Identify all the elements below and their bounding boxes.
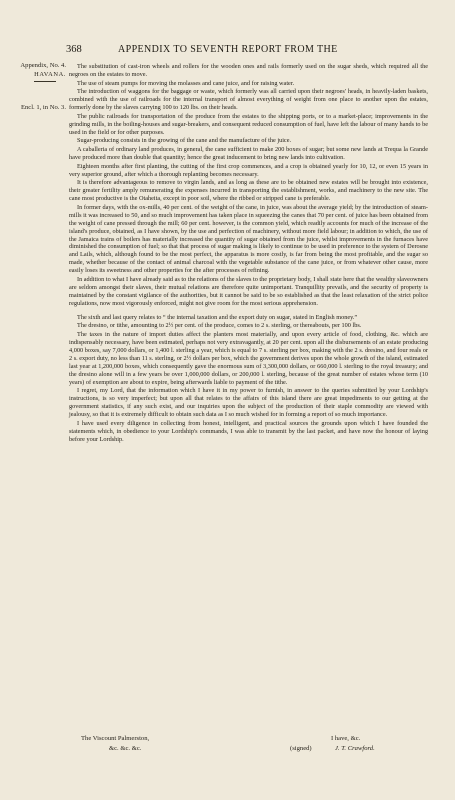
addressee: The Viscount Palmerston, (81, 735, 150, 742)
paragraph: I have used every diligence in collecting from honest, intelligent, and practical sources the grounds upon which I have founded the statements which, in obedience to your Lordship's commands, I was able to transmit by the last packet, and have now the honour of laying before your Lordship. (69, 419, 428, 443)
paragraph: In addition to what I have already said as to the relations of the slaves to the proprietary body, I shall state here that the wealthy slaveowners are seldom amongst their slaves, their mutual relations are therefore quite unimportant. Tranquillity prevails, and the security of property is maintained by the constant vigilance of the authorities, but it cannot be said to be so established as that the least relaxation of the strict police regulations, now most vigorously enforced, might not give room for the most serious apprehension. (69, 275, 428, 307)
page-number: 368 (66, 44, 82, 55)
margin-enclosure: Encl. 1, in No. 3. (20, 103, 66, 111)
paragraph: Sugar-producing consists in the growing of the cane and the manufacture of the juice. (77, 137, 292, 145)
paragraph: The public railroads for transportation of the produce from the estates to the shipping ports, or to a market-place; improvements in the grinding mills, in the boiling-houses and sugar-breakers, and consequent reduced consumption of fuel, have left the labour of many hands to be used in the field or for other purposes. (69, 112, 428, 136)
signature: J. T. Crawford. (335, 745, 375, 752)
addressee-etc: &c. &c. &c. (109, 745, 142, 752)
paragraph: The taxes in the nature of import duties affect the planters most materially, and upon every article of food, clothing, &c. which are indispensably necessary, have been estimated, perhaps not very extravagantly, at 20 per cent. upon all the disbursements of an estate producing 4,000 boxes, say 7,000 dollars, or 1,400 l. sterling a year, which is equal to 7 s. sterling per box, making with the 2 s. dresino, and four reals or 2 s. export duty, no less than 11 s. sterling, or 2½ dollars per box, which the government derives upon the whole growth of the island, estimated last year at 1,200,000 boxes, which consequently gave the enormous sum of 3,300,000 dollars, or 660,000 l. sterling to the royal treasury; and the dresino alone will in a few years be over 1,000,000 dollars, or 200,000 l. sterling, because of the great number of estates whose term (10 years) of exemption are about to expire, being afterwards liable to payment of the tithe. (69, 331, 428, 386)
margin-appendix: Appendix, No. 4. (20, 62, 66, 69)
paragraph: The sixth and last query relates to “ the internal taxation and the export duty on sugar, stated in English money.” (77, 313, 358, 321)
margin-place: HAVANA. (34, 71, 66, 79)
paragraph: In former days, with the ox-mills, 40 per cent. of the weight of the cane, in juice, was about the average yield; by the introduction of steam-mills it was increased to 50, and so much improvement has taken place in squeezing the canes that 70 per cent. of juice has been obtained from the weight of cane pressed through the mill; 60 per cent. however, is the common yield, which readily accounts for much of the increase of the island's produce, obtained, as I have shown, by the use and perfection of machinery, without more field labour; in addition to which, the use of the Jamaica trains of boilers has materially increased the quantity of sugar obtained from the juice, whilst improvements in the furnaces have diminished the consumption of fuel; so that that process of sugar making is likely to continue to be used in preference to the system of Derosne and Lails, which, although found to be the most perfect, the apparatus is more costly, is far from being the most profitable, and the sugar so made, whether because of the contact of animal charcoal with the vegetable substance of the cane juice, or from whatever other cause, more easily loses its sweetness and other properties for the after processes of refining. (69, 203, 428, 275)
paragraph: The introduction of waggons for the baggage or waste, which formerly was all carried upon their negroes' heads, in heavily-laden baskets, combined with the use of railroads for the internal transport of almost everything of weight from one place to another upon the estates, formerly done by the slaves carrying 100 to 120 lbs. on their heads. (69, 88, 428, 112)
paragraph: A caballeria of ordinary land produces, in general, the cane sufficient to make 200 boxes of sugar; but some new lands at Trequa la Grande have produced more than double that quantity; hence the great inducement to bring new lands into cultivation. (69, 145, 428, 161)
paragraph: It is therefore advantageous to remove to virgin lands, and as long as these are to be obtained new estates will be brought into existence, their greater fertility amply remunerating the expenses incurred in transporting the establishment, works, and machinery to the new site. The cane most productive is the Otaheita, except in poor soil, where the ribbed or stripped cane is preferable. (69, 179, 428, 203)
running-title: APPENDIX TO SEVENTH REPORT FROM THE (118, 44, 338, 55)
signed-label: (signed) (290, 745, 312, 752)
paragraph: I regret, my Lord, that the information which I have it in my power to furnish, in answer to the queries submitted by your Lordship's instructions, is so very imperfect; but upon all that relates to the affairs of this island there are great impediments to our getting at the government statistics, if any such exist, and our inquiries upon the subject of the production of their staple commodity are viewed with jealousy, so that it is extremely difficult to obtain such data as I so much wished for in forming a report of so much importance. (69, 387, 428, 419)
page-header (0, 44, 455, 58)
margin-notes (6, 62, 66, 112)
letter-signoff (69, 734, 428, 774)
paragraph: The use of steam pumps for moving the molasses and cane juice, and for raising water. (77, 79, 295, 87)
body-text (69, 63, 428, 444)
paragraph: Eighteen months after first planting, the cutting of the first crop commences, and a crop is obtained yearly for 10, 12, or even 15 years in very superior ground, after which a thorough replanting becomes necessary. (69, 162, 428, 178)
margin-divider (34, 81, 56, 82)
closing: I have, &c. (331, 735, 361, 742)
paragraph: The substitution of cast-iron wheels and rollers for the wooden ones and rails formerly used on the sugar sheds, which required all the negroes on the estates to move. (69, 63, 428, 78)
paragraph: The dresino, or tithe, amounting to 2½ per cent. of the produce, comes to 2 s. sterling, or thereabouts, per 100 lbs. (77, 322, 362, 330)
